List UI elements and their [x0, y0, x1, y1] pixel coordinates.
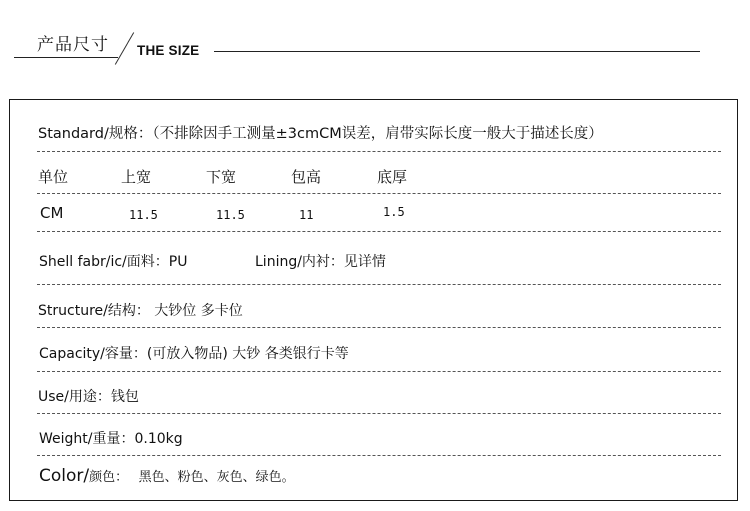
- standard-text: Standard/规格：（不排除因手工测量±3cmCM误差，肩带实际长度一般大于描述长度）: [38, 126, 603, 142]
- use-text: Use/用途：钱包: [38, 389, 139, 405]
- divider-2: [37, 193, 721, 194]
- divider-5: [37, 327, 721, 328]
- divider-6: [37, 371, 721, 372]
- size-value-unit: CM: [40, 204, 64, 222]
- size-header-height: 包高: [291, 168, 322, 186]
- divider-8: [37, 455, 721, 456]
- weight-text: Weight/重量：0.10kg: [39, 431, 183, 447]
- color-values: 黑色、粉色、灰色、绿色。: [138, 470, 295, 485]
- header-title-cn: 产品尺寸: [37, 35, 109, 55]
- size-value-depth: 1.5: [383, 205, 405, 219]
- size-header-top-width: 上宽: [121, 168, 152, 186]
- capacity-text: Capacity/容量：(可放入物品) 大钞 各类银行卡等: [39, 346, 349, 362]
- size-header-depth: 底厚: [377, 168, 408, 186]
- header-slash-divider: [115, 32, 134, 65]
- divider-7: [37, 413, 721, 414]
- size-header-bottom-width: 下宽: [206, 168, 237, 186]
- color-label-cn: 颜色：: [89, 470, 129, 485]
- divider-4: [37, 284, 721, 285]
- shell-fabric-text: Shell fabr/ic/面料：PU: [39, 254, 188, 270]
- divider-3: [37, 231, 721, 232]
- size-header-unit: 单位: [38, 168, 69, 186]
- header-underline: [14, 57, 118, 58]
- header-title-en: THE SIZE: [137, 43, 200, 58]
- color-row: [39, 466, 295, 486]
- structure-text: Structure/结构： 大钞位 多卡位: [38, 303, 243, 319]
- size-value-bottom-width: 11.5: [216, 208, 245, 222]
- color-label: Color/: [39, 466, 90, 486]
- lining-text: Lining/内衬：见详情: [255, 254, 386, 270]
- size-value-height: 11: [299, 208, 314, 222]
- size-value-top-width: 11.5: [129, 208, 158, 222]
- header-rule: [214, 51, 700, 52]
- divider-1: [37, 151, 721, 152]
